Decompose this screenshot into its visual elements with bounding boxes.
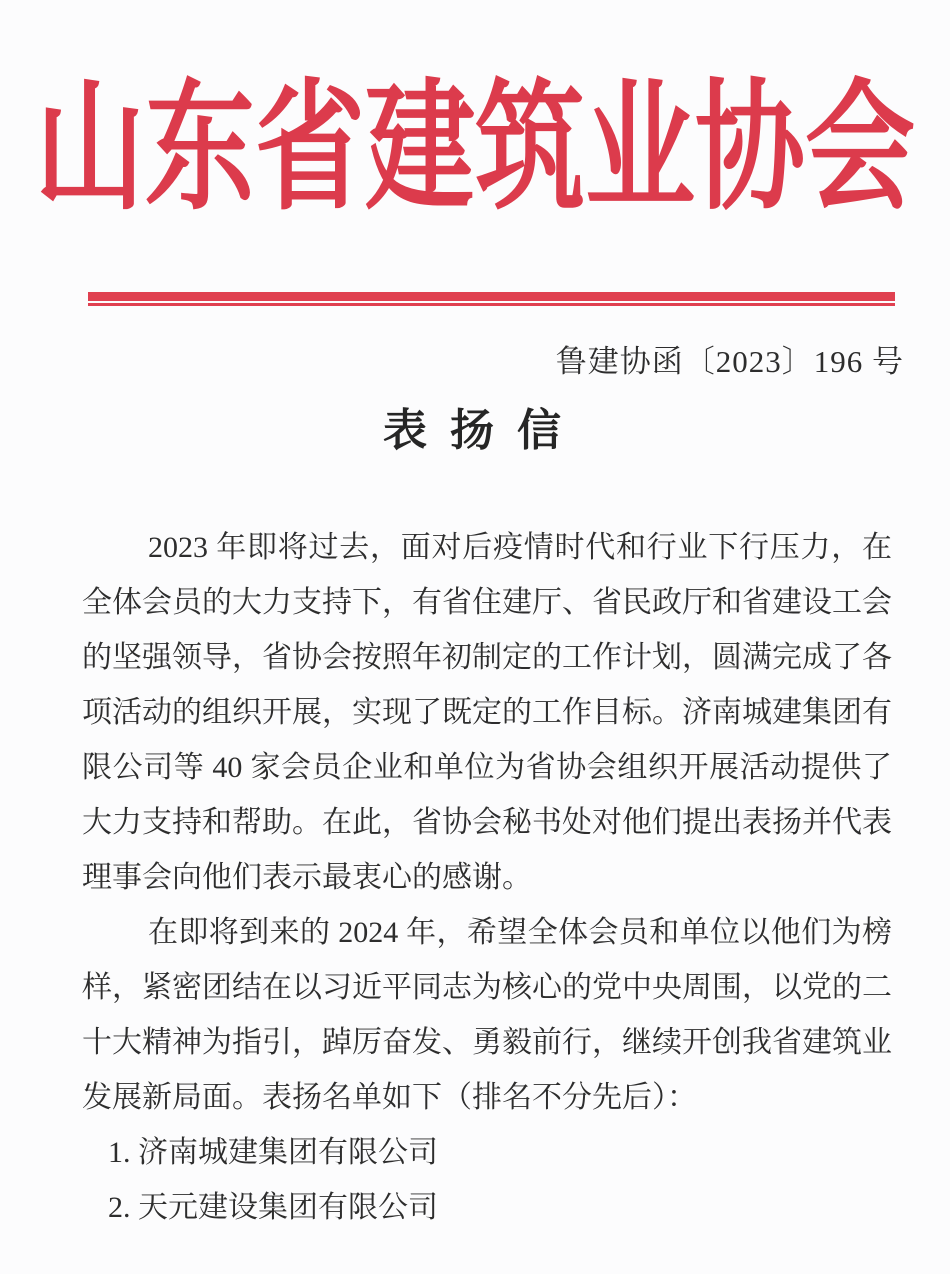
letter-body [82, 520, 892, 1235]
commended-company-item-2: 2. 天元建设集团有限公司 [108, 1191, 438, 1224]
commended-company-list [82, 1125, 892, 1235]
red-divider [88, 292, 895, 306]
divider-thin-line [88, 303, 895, 306]
commended-company-item-1: 1. 济南城建集团有限公司 [108, 1136, 438, 1169]
letter-title: 表 扬 信 [383, 406, 567, 455]
org-title: 山东省建筑业协会 [35, 70, 915, 227]
body-paragraph-2: 在即将到来的 2024 年，希望全体会员和单位以他们为榜样，紧密团结在以习近平同志为核心的党中央周围，以党的二十大精神为指引，踔厉奋发、勇毅前行，继续开创我省建筑业发展新局面。表扬名单如下（排名不分先后）： [82, 916, 892, 1114]
divider-thick-bar [88, 292, 895, 301]
body-paragraph-1: 2023 年即将过去，面对后疫情时代和行业下行压力，在全体会员的大力支持下，有省住建厅、省民政厅和省建设工会的坚强领导，省协会按照年初制定的工作计划，圆满完成了各项活动的组织开展，实现了既定的工作目标。济南城建集团有限公司等 40 家会员企业和单位为省协会组织开展活动提供了大力支持和帮助。在此，省协会秘书处对他们提出表扬并代表理事会向他们表示最衷心的感谢。 [82, 531, 892, 894]
doc-number: 鲁建协函〔2023〕196 号 [555, 344, 904, 379]
